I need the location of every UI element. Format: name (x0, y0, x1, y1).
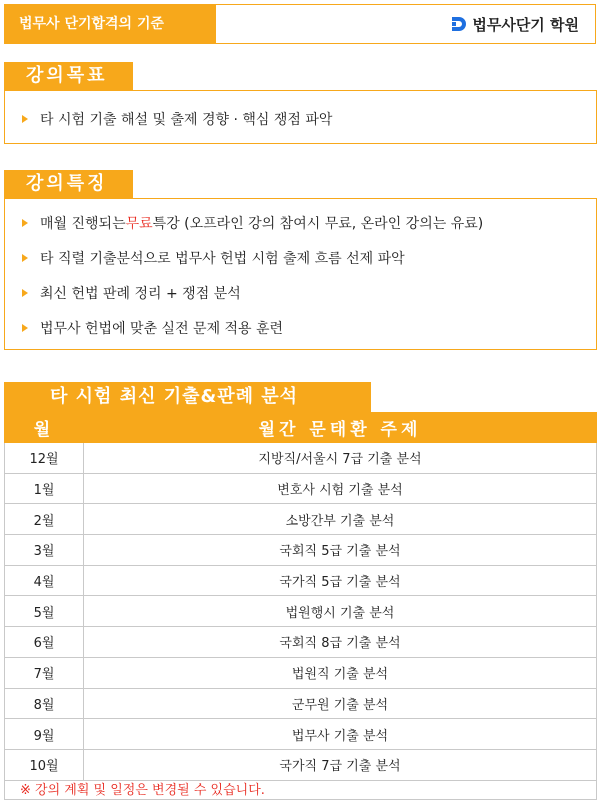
table-row (5, 627, 597, 658)
brand-name: 법무사단기 학원 (472, 15, 579, 34)
bullet-icon (22, 289, 28, 297)
schedule-tag: 타 시험 최신 기출&판례 분석 (4, 382, 371, 412)
goal-box (4, 90, 597, 144)
table-row (5, 443, 597, 474)
topic-cell: 국회직 5급 기출 분석 (84, 535, 597, 566)
bullet-icon (22, 254, 28, 262)
list-item: 최신 헌법 판례 정리 + 쟁점 분석 (22, 283, 241, 303)
brand[interactable] (451, 5, 579, 43)
month-cell: 4월 (5, 565, 84, 596)
topic-cell: 변호사 시험 기출 분석 (84, 473, 597, 504)
topic-cell: 법원행시 기출 분석 (84, 596, 597, 627)
table-row (5, 535, 597, 566)
table-row (5, 596, 597, 627)
month-cell: 9월 (5, 719, 84, 750)
features-box (4, 198, 597, 350)
schedule-note: ※ 강의 계획 및 일정은 변경될 수 있습니다. (20, 783, 265, 798)
table-row (5, 504, 597, 535)
month-cell: 12월 (5, 443, 84, 474)
list-item: 매월 진행되는 무료 특강 (오프라인 강의 참여시 무료, 온라인 강의는 유료) (22, 213, 483, 233)
table-row (5, 657, 597, 688)
bullet-icon (22, 324, 28, 332)
topic-cell: 국가직 5급 기출 분석 (84, 565, 597, 596)
topic-cell: 법원직 기출 분석 (84, 657, 597, 688)
free-highlight: 무료 (125, 216, 153, 232)
topic-cell: 지방직/서울시 7급 기출 분석 (84, 443, 597, 474)
month-cell: 10월 (5, 749, 84, 780)
page-title: 법무사 단기합격의 기준 (5, 5, 216, 43)
header-month: 월 (5, 413, 84, 443)
topic-cell: 국회직 8급 기출 분석 (84, 627, 597, 658)
month-cell: 1월 (5, 473, 84, 504)
table-row (5, 688, 597, 719)
table-row (5, 565, 597, 596)
topic-cell: 소방간부 기출 분석 (84, 504, 597, 535)
month-cell: 8월 (5, 688, 84, 719)
month-cell: 6월 (5, 627, 84, 658)
bullet-icon (22, 219, 28, 227)
month-cell: 7월 (5, 657, 84, 688)
topic-cell: 법무사 기출 분석 (84, 719, 597, 750)
header-topic: 월간 문태환 주제 (84, 413, 597, 443)
list-item: 법무사 헌법에 맞춘 실전 문제 적용 훈련 (22, 318, 283, 338)
table-row (5, 719, 597, 750)
brand-logo-icon (451, 16, 467, 32)
month-cell: 5월 (5, 596, 84, 627)
goal-tag: 강의목표 (4, 62, 133, 90)
schedule-table (4, 412, 597, 781)
features-tag: 강의특징 (4, 170, 133, 198)
topic-cell: 군무원 기출 분석 (84, 688, 597, 719)
list-item: 타 직렬 기출분석으로 법무사 헌법 시험 출제 흐름 선제 파악 (22, 248, 405, 268)
list-item: 타 시험 기출 해설 및 출제 경향 · 핵심 쟁점 파악 (22, 109, 332, 129)
month-cell: 2월 (5, 504, 84, 535)
header-bar (4, 4, 596, 44)
month-cell: 3월 (5, 535, 84, 566)
bullet-icon (22, 115, 28, 123)
topic-cell: 국가직 7급 기출 분석 (84, 749, 597, 780)
table-row (5, 473, 597, 504)
